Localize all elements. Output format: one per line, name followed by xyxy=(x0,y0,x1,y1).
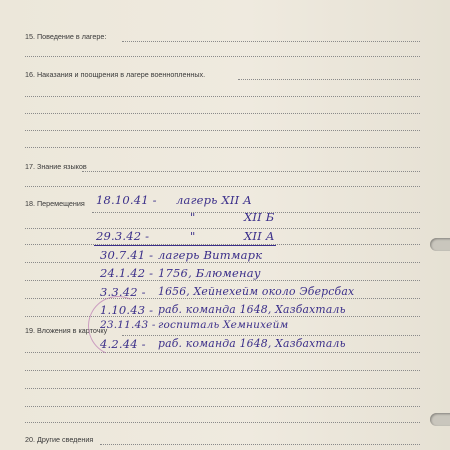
movement-place: XII А xyxy=(244,229,275,243)
field-18-label: 18. Перемещения xyxy=(25,199,85,208)
field-16-label: 16. Наказания и поощрения в лагере военнопленных. xyxy=(25,70,206,79)
movement-date: 18.10.41 - xyxy=(96,193,157,207)
field-17-label: 17. Знание языков xyxy=(25,162,87,171)
field-16-line xyxy=(238,79,420,80)
movement-place: XII Б xyxy=(244,210,275,224)
field-19-label: 19. Вложения в карточку xyxy=(25,326,108,335)
field-18-line xyxy=(25,298,420,299)
field-18-line xyxy=(25,228,420,229)
movement-date: 24.1.42 - xyxy=(100,266,154,280)
movement-place: раб. команда 1648, Хазбахталь xyxy=(158,337,346,350)
movement-place: лагерь XII A xyxy=(176,193,252,207)
movement-mark: " xyxy=(190,229,196,243)
field-19-line xyxy=(25,370,420,371)
field-15-line xyxy=(122,41,420,42)
movement-date: 4.2.44 - xyxy=(100,337,146,351)
movement-place: госпиталь Хемнихейм xyxy=(158,319,289,331)
field-20-label: 20. Другие сведения xyxy=(25,435,94,444)
field-19-line xyxy=(25,388,420,389)
movement-place: 1756, Блюменау xyxy=(158,266,261,280)
field-19-line xyxy=(122,335,420,336)
field-17-line xyxy=(82,171,420,172)
field-15-label: 15. Поведение в лагере: xyxy=(25,32,107,41)
movement-place: 1656, Хейнехейм около Эберсбах xyxy=(158,285,355,298)
movement-date: 1.10.43 - xyxy=(100,303,154,317)
field-19-line xyxy=(25,422,420,423)
movement-date: 3.3.42 - xyxy=(100,285,146,299)
binder-hole xyxy=(430,238,450,251)
movement-place: лагерь Витмарк xyxy=(158,248,263,262)
field-18-line xyxy=(25,262,420,263)
field-15-line xyxy=(25,56,420,57)
field-18-line xyxy=(25,280,420,281)
field-19-line xyxy=(25,406,420,407)
binder-hole xyxy=(430,413,450,426)
movement-mark: " xyxy=(190,210,196,224)
field-19-line xyxy=(25,352,420,353)
movement-date: 30.7.41 - xyxy=(100,248,154,262)
field-17-line xyxy=(25,186,420,187)
field-16-line xyxy=(25,147,420,148)
field-16-line xyxy=(25,130,420,131)
movement-date: 23.11.43 - xyxy=(100,319,156,331)
separator-underline xyxy=(94,245,276,246)
movement-place: раб. команда 1648, Хазбахталь xyxy=(158,303,346,316)
field-20-line xyxy=(100,444,420,445)
field-18-line xyxy=(25,316,420,317)
movement-date: 29.3.42 - xyxy=(96,229,150,243)
field-16-line xyxy=(25,96,420,97)
field-16-line xyxy=(25,113,420,114)
